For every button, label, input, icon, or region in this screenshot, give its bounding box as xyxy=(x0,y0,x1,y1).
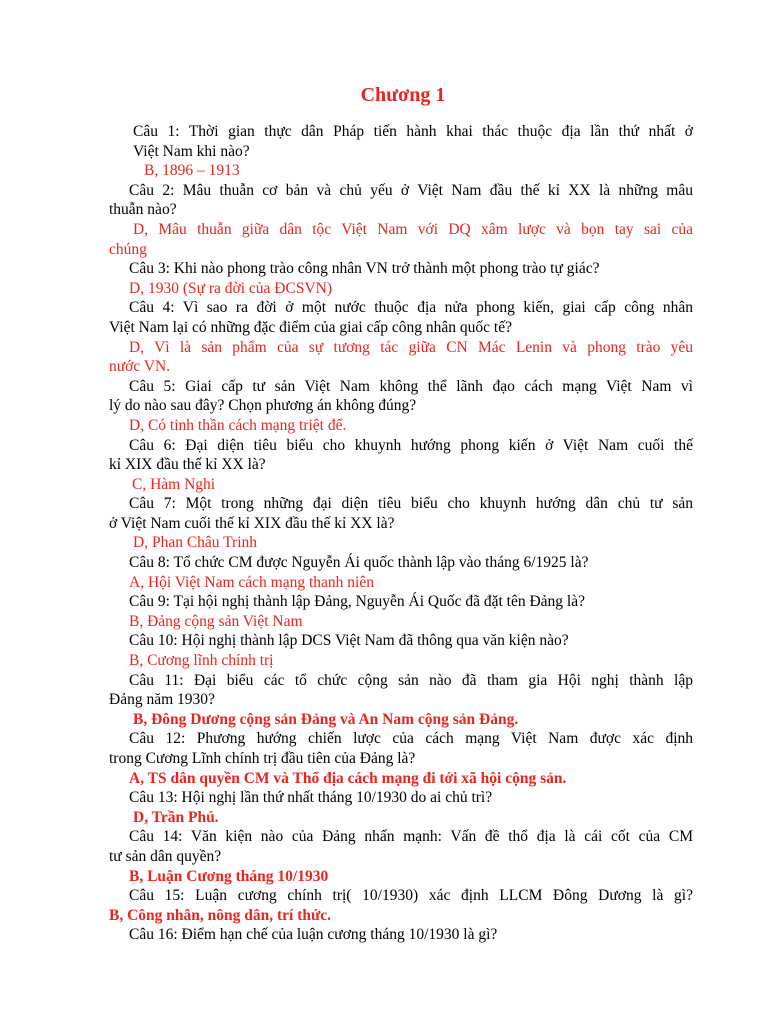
answer-line: C, Hàm Nghi xyxy=(132,475,216,493)
answer-line: D, Phan Châu Trinh xyxy=(133,534,258,552)
document-body xyxy=(109,122,693,945)
answer-line: D, Trần Phú. xyxy=(133,808,219,826)
question-line: trong Cương Lĩnh chính trị đầu tiên của Đảng là? xyxy=(109,750,416,767)
answer-line: nước VN. xyxy=(109,358,171,376)
question-line: Câu 5: Giai cấp tư sản Việt Nam không thể lãnh đạo cách mạng Việt Nam vì xyxy=(129,377,693,395)
answer-line: A, TS dân quyền CM và Thổ địa cách mạng đi tới xã hội cộng sản. xyxy=(129,769,567,787)
question-line: Câu 14: Văn kiện nào của Đảng nhấn mạnh: Vấn đề thổ địa là cái cốt của CM xyxy=(129,828,693,846)
answer-line: B, Đảng cộng sản Việt Nam xyxy=(129,612,303,630)
answer-line: D, 1930 (Sự ra đời của ĐCSVN) xyxy=(129,279,333,297)
question-line: ở Việt Nam cuối thế kỉ XIX đầu thế kỉ XX là? xyxy=(109,514,395,532)
question-line: Câu 4: Vì sao ra đời ở một nước thuộc địa nửa phong kiến, giai cấp công nhân xyxy=(129,299,693,317)
question-line: Câu 12: Phương hướng chiến lược của cách mạng Việt Nam được xác định xyxy=(129,730,693,748)
question-line: Việt Nam khi nào? xyxy=(133,142,250,160)
answer-line: B, 1896 – 1913 xyxy=(144,162,240,180)
answer-line: B, Cương lĩnh chính trị xyxy=(129,652,274,670)
question-line: Câu 2: Mâu thuẫn cơ bản và chủ yếu ở Việt Nam đầu thế kỉ XX là những mâu xyxy=(129,181,693,199)
question-line: kỉ XIX đầu thế kỉ XX là? xyxy=(109,456,266,474)
question-line: thuẫn nào? xyxy=(109,201,177,219)
answer-line: B, Luận Cương tháng 10/1930 xyxy=(129,867,329,885)
answer-line: D, Vì là sản phẩm của sự tương tác giữa CN Mác Lenin và phong trào yêu xyxy=(129,338,693,356)
question-line: Câu 15: Luận cương chính trị( 10/1930) xác định LLCM Đông Dương là gì? xyxy=(129,887,693,905)
question-line: Câu 16: Điểm hạn chế của luận cương tháng 10/1930 là gì? xyxy=(129,926,498,944)
chapter-title: Chương 1 xyxy=(360,84,446,106)
question-line: Câu 6: Đại diện tiêu biểu cho khuynh hướng phong kiến ở Việt Nam cuối thế xyxy=(129,436,693,454)
answer-line: A, Hội Việt Nam cách mạng thanh niên xyxy=(129,573,374,591)
answer-line: D, Có tinh thần cách mạng triệt để. xyxy=(129,416,347,434)
question-line: Câu 13: Hội nghị lần thứ nhất tháng 10/1930 do ai chủ trì? xyxy=(129,789,493,807)
question-line: Câu 3: Khi nào phong trào công nhân VN trở thành một phong trào tự giác? xyxy=(129,260,600,278)
question-line: Câu 11: Đại biểu các tổ chức cộng sản nào đã tham gia Hội nghị thành lập xyxy=(129,671,693,689)
answer-line: B, Công nhân, nông dân, trí thức. xyxy=(109,906,332,924)
question-line: Câu 1: Thời gian thực dân Pháp tiến hành khai thác thuộc địa lần thứ nhất ở xyxy=(133,123,693,140)
question-line: Câu 8: Tổ chức CM được Nguyễn Ái quốc thành lập vào tháng 6/1925 là? xyxy=(129,554,589,572)
question-line: Câu 9: Tại hội nghị thành lập Đảng, Nguyễn Ái Quốc đã đặt tên Đảng là? xyxy=(129,593,585,611)
answer-line: chúng xyxy=(109,240,147,258)
answer-line: D, Mâu thuẫn giữa dân tộc Việt Nam với DQ xâm lược và bọn tay sai của xyxy=(133,220,693,238)
answer-line: B, Đông Dương cộng sản Đảng và An Nam cộng sản Đảng. xyxy=(133,710,519,728)
question-line: tư sản dân quyền? xyxy=(109,847,222,865)
question-line: Câu 10: Hội nghị thành lập DCS Việt Nam đã thông qua văn kiện nào? xyxy=(129,632,569,650)
question-line: Câu 7: Một trong những đại diện tiêu biểu cho khuynh hướng dân chủ tư sản xyxy=(129,495,693,513)
question-line: Đảng năm 1930? xyxy=(109,691,215,709)
question-line: lý do nào sau đây? Chọn phương án không đúng? xyxy=(109,397,417,415)
question-line: Việt Nam lại có những đặc điểm của giai cấp công nhân quốc tế? xyxy=(109,318,512,336)
